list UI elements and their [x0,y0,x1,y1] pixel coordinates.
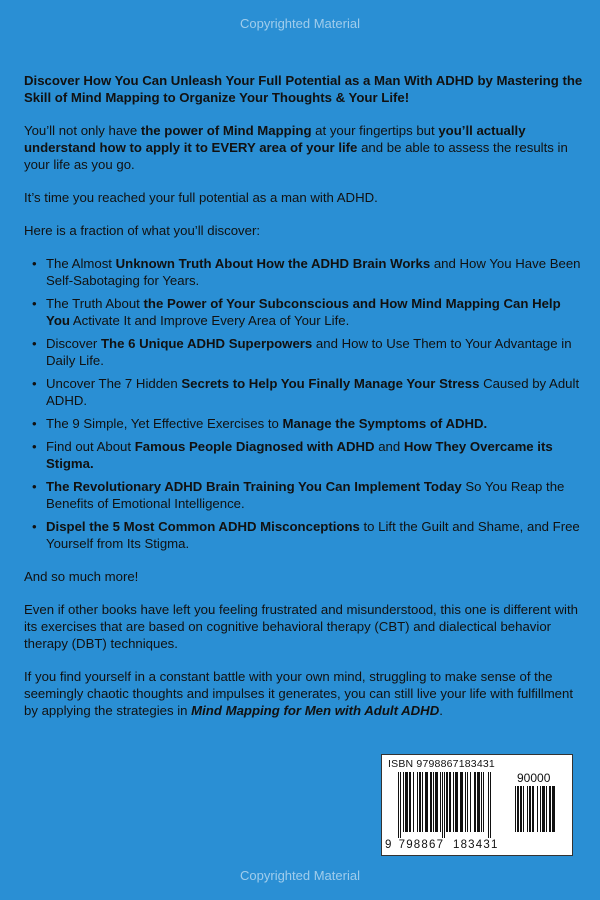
barcode-bar [442,772,443,838]
barcode-bar [470,772,471,832]
closing-end: . [439,703,443,718]
barcode-bar [515,786,516,832]
closing-paragraph [24,668,584,719]
barcode-bar [517,786,519,832]
barcode-bar [523,786,524,832]
intro-text-3: and be able to assess the results in your life as you go. [24,140,568,172]
barcode-bar [540,786,541,832]
barcode-bar [490,772,491,838]
barcode-bar [488,772,489,838]
headline: Discover How You Can Unleash Your Full Potential as a Man With ADHD by Mastering the Skill of Mind Mapping to Organize Your Thoughts & Your Life! [24,73,583,105]
barcode-digits [385,839,499,851]
intro-bold-1: the power of Mind Mapping [140,123,312,138]
item-text: The Almost [46,256,116,271]
barcode-bar [483,772,484,832]
item-bold: Secrets to Help You Finally Manage Your Stress [181,376,480,391]
more-line: And so much more! [24,569,139,584]
barcode-bar [455,772,458,832]
list-item [46,255,584,289]
item-text: The 9 Simple, Yet Effective Exercises to [46,416,283,431]
barcode-bar [403,772,404,832]
item-bold: Manage the Symptoms of ADHD. [282,416,488,431]
barcode-bar [433,772,434,832]
item-text: Discover [46,336,101,351]
item-text: The Truth About [46,296,144,311]
barcode-bar [467,772,468,832]
item-text: Find out About [46,439,135,454]
item-text: and How to Use Them to Your Advantage in Daily Life. [46,336,572,368]
barcode-bar [477,772,480,832]
item-bold: The Revolutionary ADHD Brain Training You Can Implement Today [46,479,462,494]
barcode-bar [546,786,547,832]
intro-text-1: You’ll not only have [24,123,141,138]
barcode-bar [542,786,545,832]
list-item [46,415,584,432]
barcode-bar [444,772,445,838]
isbn-barcode-box [381,754,573,856]
barcode-bar [425,772,428,832]
price-barcode-bars [515,786,567,838]
barcode-group-1: 798867 [398,839,445,851]
item-text: So You Reap the Benefits of Emotional Intelligence. [46,479,565,511]
intro-paragraph [24,122,584,173]
barcode-bar [430,772,432,832]
barcode-bar [400,772,401,838]
barcode-bar [465,772,466,832]
full-potential-line: It’s time you reached your full potential as a man with ADHD. [24,190,378,205]
book-title: Mind Mapping for Men with Adult ADHD [191,703,440,718]
barcode-bar [532,786,534,832]
item-text: and How You Have Been Self-Sabotaging for Years. [46,256,581,288]
back-cover-text [24,72,584,735]
even-if-paragraph: Even if other books have left you feeling frustrated and misunderstood, this one is different with its exercises that are based on cognitive behavioral therapy (CBT) and dialectical behavior therapy (DBT) techniques. [24,602,578,651]
barcode-group-2: 183431 [452,839,499,851]
barcode-bar [446,772,448,832]
barcode-bar [527,786,528,832]
barcode-bar [481,772,482,832]
barcode-bar [440,772,441,832]
barcode-first-digit: 9 [385,839,393,851]
barcode-bar [537,786,538,832]
barcode-bar [417,772,418,832]
item-text: to Lift the Guilt and Shame, and Free Yourself from Its Stigma. [46,519,580,551]
item-bold: Unknown Truth About How the ADHD Brain Works [115,256,431,271]
fraction-line: Here is a fraction of what you’ll discover: [24,223,261,238]
item-bold: Dispel the 5 Most Common ADHD Misconceptions [46,519,360,534]
barcode-bar [453,772,454,832]
barcode-bar [520,786,522,832]
barcode-bar [422,772,423,832]
intro-text-2: at your fingertips but [311,123,439,138]
watermark-bottom: Copyrighted Material [240,868,360,883]
list-item [46,375,584,409]
list-item [46,478,584,512]
barcode-bar [435,772,438,832]
isbn-label: ISBN 9798867183431 [388,758,495,770]
item-bold: How They Overcame its Stigma. [46,439,553,471]
barcode-bar [460,772,463,832]
barcode-bar [398,772,399,838]
barcode-bar [449,772,451,832]
item-text: Caused by Adult ADHD. [46,376,580,408]
list-item [46,518,584,552]
barcode-bar [409,772,411,832]
barcode-bar [552,786,555,832]
intro-bold-2: you’ll actually understand how to apply it to EVERY area of your life [24,123,526,155]
closing-text: If you find yourself in a constant battle with your own mind, struggling to make sense of the seemingly chaotic thoughts and impulses it generates, you can still live your life with fulfillment by applying the strategies in [24,669,574,718]
barcode-bar [419,772,421,832]
list-item [46,295,584,329]
item-text: Uncover The 7 Hidden [46,376,182,391]
barcode-bar [529,786,531,832]
watermark-top: Copyrighted Material [240,16,360,31]
barcode-bar [405,772,408,832]
item-bold: the Power of Your Subconscious and How Mind Mapping Can Help You [46,296,561,328]
item-bold: The 6 Unique ADHD Superpowers [100,336,313,351]
item-bold: Famous People Diagnosed with ADHD [134,439,375,454]
item-text: and [374,439,404,454]
barcode-bars [398,772,510,838]
price-code: 90000 [517,771,551,785]
barcode-bar [474,772,476,832]
list-item [46,335,584,369]
barcode-bar [413,772,414,832]
item-text: Activate It and Improve Every Area of Your Life. [69,313,350,328]
barcode-bar [549,786,551,832]
list-item [46,438,584,472]
discover-list [24,255,584,552]
